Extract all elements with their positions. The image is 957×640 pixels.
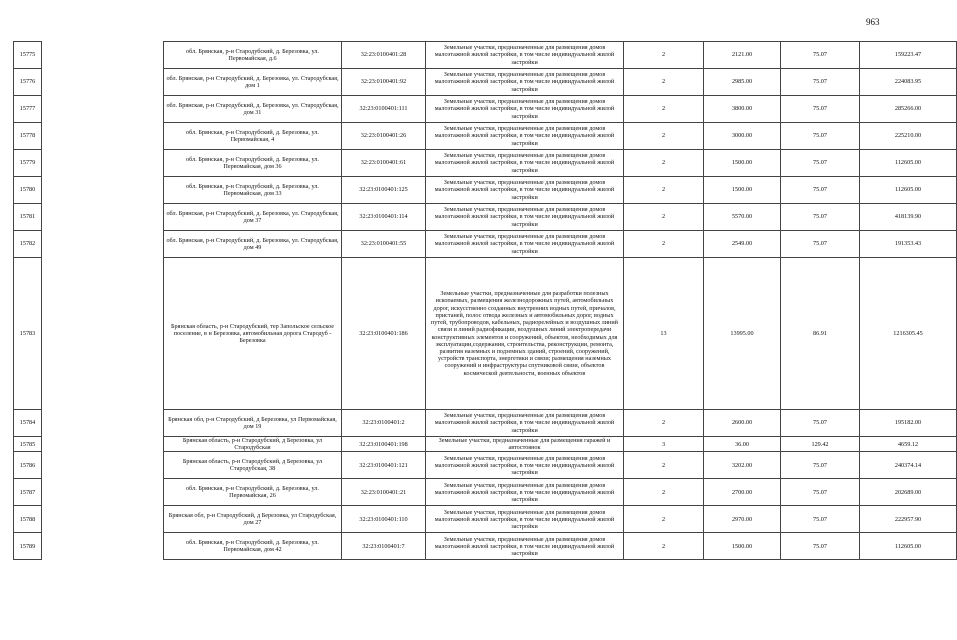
use-category-cell: 2 [624,452,704,479]
address-cell: обл. Брянская, р-н Стародубский, д. Березовка, ул. Первомайская, дом 36 [164,150,342,177]
specific-value-cell: 75.07 [781,533,860,560]
cadastral-number-cell: 32:23:0100401:28 [342,42,426,69]
row-number-cell: 15786 [14,452,42,479]
land-use-cell: Земельные участки, предназначенные для размещения домов малоэтажной жилой застройки, в том числе индивидуальной жилой застройки [426,452,624,479]
row-number-cell: 15784 [14,410,42,437]
specific-value-cell: 75.07 [781,410,860,437]
blank-cell [42,231,164,258]
address-cell: обл. Брянская, р-н Стародубский, д. Березовка, ул. Стародубская, дом 49 [164,231,342,258]
address-cell: обл. Брянская, р-н Стародубский, д. Березовка, ул. Стародубская, дом 1 [164,69,342,96]
table-row [14,437,957,452]
use-category-cell: 2 [624,123,704,150]
specific-value-cell: 75.07 [781,231,860,258]
cadastral-number-cell: 32:23:0100401:186 [342,258,426,410]
cadastral-number-cell: 32:23:0100401:61 [342,150,426,177]
cadastral-value-cell: 202689.00 [860,479,957,506]
table-row [14,177,957,204]
specific-value-cell: 75.07 [781,123,860,150]
table-row [14,410,957,437]
land-use-cell: Земельные участки, предназначенные для размещения домов малоэтажной жилой застройки, в том числе индивидуальной жилой застройки [426,533,624,560]
cadastral-number-cell: 32:23:0100401:111 [342,96,426,123]
cadastral-number-cell: 32:23:0100401:114 [342,204,426,231]
cadastral-value-cell: 112605.00 [860,177,957,204]
cadastral-value-cell: 240374.14 [860,452,957,479]
address-cell: обл. Брянская, р-н Стародубский, д. Березовка, ул. Первомайская, 4 [164,123,342,150]
use-category-cell: 2 [624,96,704,123]
row-number-cell: 15777 [14,96,42,123]
blank-cell [42,258,164,410]
specific-value-cell: 75.07 [781,96,860,123]
row-number-cell: 15775 [14,42,42,69]
area-cell: 2549.00 [704,231,781,258]
address-cell: Брянская обл, р-н Стародубский, д Березовка, ул Стародубская, дом 27 [164,506,342,533]
address-cell: обл. Брянская, р-н Стародубский, д. Березовка, ул. Стародубская, дом 31 [164,96,342,123]
blank-cell [42,96,164,123]
row-number-cell: 15788 [14,506,42,533]
area-cell: 2600.00 [704,410,781,437]
address-cell: обл. Брянская, р-н Стародубский, д. Березовка, ул. Первомайская, 26 [164,479,342,506]
use-category-cell: 2 [624,231,704,258]
table-row [14,231,957,258]
cadastral-value-cell: 159223.47 [860,42,957,69]
area-cell: 1500.00 [704,150,781,177]
area-cell: 13995.00 [704,258,781,410]
blank-cell [42,452,164,479]
specific-value-cell: 75.07 [781,479,860,506]
area-cell: 36.00 [704,437,781,452]
use-category-cell: 3 [624,437,704,452]
table-row [14,533,957,560]
area-cell: 2121.00 [704,42,781,69]
use-category-cell: 2 [624,42,704,69]
blank-cell [42,177,164,204]
use-category-cell: 2 [624,177,704,204]
table-row [14,204,957,231]
blank-cell [42,204,164,231]
address-cell: Брянская обл, р-н Стародубский, д Березовка, ул Первомайская, дом 19 [164,410,342,437]
cadastral-value-cell: 1216305.45 [860,258,957,410]
land-use-cell: Земельные участки, предназначенные для размещения домов малоэтажной жилой застройки, в том числе индивидуальной жилой застройки [426,410,624,437]
row-number-cell: 15785 [14,437,42,452]
cadastral-number-cell: 32:23:0100401:198 [342,437,426,452]
cadastral-value-cell: 222957.90 [860,506,957,533]
blank-cell [42,479,164,506]
land-use-cell: Земельные участки, предназначенные для размещения домов малоэтажной жилой застройки, в том числе индивидуальной жилой застройки [426,506,624,533]
land-use-cell: Земельные участки, предназначенные для размещения домов малоэтажной жилой застройки, в том числе индивидуальной жилой застройки [426,204,624,231]
cadastral-number-cell: 32:23:0100401:26 [342,123,426,150]
table-row [14,96,957,123]
blank-cell [42,69,164,96]
address-cell: Брянская область, р-н Стародубский, тер Запольское сельское поселение, в н Березовка, автомобильная дорога Стародуб - Березовка [164,258,342,410]
specific-value-cell: 75.07 [781,452,860,479]
address-cell: обл. Брянская, р-н Стародубский, д. Березовка, ул. Первомайская, д.6 [164,42,342,69]
page-number: 963 [866,17,880,27]
cadastral-value-cell: 191353.43 [860,231,957,258]
row-number-cell: 15789 [14,533,42,560]
cadastral-number-cell: 32:23:0100401:125 [342,177,426,204]
cadastral-number-cell: 32:23:0100401:110 [342,506,426,533]
land-use-cell: Земельные участки, предназначенные для размещения домов малоэтажной жилой застройки, в том числе индивидуальной жилой застройки [426,42,624,69]
area-cell: 3800.00 [704,96,781,123]
row-number-cell: 15780 [14,177,42,204]
area-cell: 3000.00 [704,123,781,150]
use-category-cell: 2 [624,69,704,96]
land-use-cell: Земельные участки, предназначенные для размещения домов малоэтажной жилой застройки, в том числе индивидуальной жилой застройки [426,123,624,150]
area-cell: 2700.00 [704,479,781,506]
use-category-cell: 2 [624,506,704,533]
cadastral-value-cell: 225210.00 [860,123,957,150]
table-row [14,258,957,410]
land-use-cell: Земельные участки, предназначенные для размещения домов малоэтажной жилой застройки, в том числе индивидуальной жилой застройки [426,96,624,123]
address-cell: Брянская область, р-н Стародубский, д Березовка, ул Стародубская, 38 [164,452,342,479]
specific-value-cell: 75.07 [781,69,860,96]
cadastral-value-cell: 418139.90 [860,204,957,231]
row-number-cell: 15781 [14,204,42,231]
specific-value-cell: 75.07 [781,506,860,533]
address-cell: обл. Брянская, р-н Стародубский, д. Березовка, ул. Стародубская, дом 37 [164,204,342,231]
table-row [14,42,957,69]
cadastral-number-cell: 32:23:0100401:21 [342,479,426,506]
land-use-cell: Земельные участки, предназначенные для размещения домов малоэтажной жилой застройки, в том числе индивидуальной жилой застройки [426,69,624,96]
land-use-cell: Земельные участки, предназначенные для разработки полезных ископаемых, размещения железнодорожных путей, автомобильных дорог, искусственно созданных внутренних водных путей, причалов, пристаней, полос отвода железных и автомобильных дорог, водных путей, трубопроводов, кабельных, радиорелейных и воздушных линий связи и линий радиофикации, воздушных линий электропередачи конструктивных элементов и сооружений, объектов, необходимых для эксплуатации,содержания, строительства, реконструкции, ремонта, развития наземных и подземных зданий, строений, сооружений, устройств транспорта, энергетики и связи; размещения наземных сооружений и инфраструктуры спутниковой связи, объектов космической деятельности, военных объектов [426,258,624,410]
area-cell: 1500.00 [704,533,781,560]
specific-value-cell: 86.91 [781,258,860,410]
specific-value-cell: 75.07 [781,177,860,204]
cadastral-value-cell: 112605.00 [860,150,957,177]
use-category-cell: 13 [624,258,704,410]
table-row [14,69,957,96]
table-body [14,42,957,560]
row-number-cell: 15779 [14,150,42,177]
table-row [14,479,957,506]
blank-cell [42,437,164,452]
land-use-cell: Земельные участки, предназначенные для размещения домов малоэтажной жилой застройки, в том числе индивидуальной жилой застройки [426,150,624,177]
blank-cell [42,123,164,150]
cadastral-value-cell: 195182.00 [860,410,957,437]
row-number-cell: 15776 [14,69,42,96]
specific-value-cell: 75.07 [781,204,860,231]
table-row [14,506,957,533]
row-number-cell: 15787 [14,479,42,506]
use-category-cell: 2 [624,479,704,506]
cadastral-number-cell: 32:23:0100401:121 [342,452,426,479]
specific-value-cell: 75.07 [781,42,860,69]
row-number-cell: 15783 [14,258,42,410]
area-cell: 2970.00 [704,506,781,533]
cadastral-number-cell: 32:23:0100401:7 [342,533,426,560]
row-number-cell: 15782 [14,231,42,258]
cadastral-value-cell: 224083.95 [860,69,957,96]
use-category-cell: 2 [624,533,704,560]
land-use-cell: Земельные участки, предназначенные для размещения домов малоэтажной жилой застройки, в том числе индивидуальной жилой застройки [426,231,624,258]
address-cell: Брянская область, р-н Стародубский, д Березовка, ул Стародубская [164,437,342,452]
cadastral-number-cell: 32:23:0100401:55 [342,231,426,258]
blank-cell [42,533,164,560]
cadastral-number-cell: 32:23:0100401:2 [342,410,426,437]
blank-cell [42,150,164,177]
address-cell: обл. Брянская, р-н Стародубский, д. Березовка, ул. Первомайская, дом 33 [164,177,342,204]
area-cell: 2985.00 [704,69,781,96]
blank-cell [42,410,164,437]
table-row [14,150,957,177]
use-category-cell: 2 [624,204,704,231]
table-row [14,452,957,479]
area-cell: 1500.00 [704,177,781,204]
address-cell: обл. Брянская, р-н Стародубский, д. Березовка, ул. Первомайская, дом 42 [164,533,342,560]
blank-cell [42,506,164,533]
area-cell: 5570.00 [704,204,781,231]
table-row [14,123,957,150]
cadastral-value-cell: 4659.12 [860,437,957,452]
use-category-cell: 2 [624,410,704,437]
land-use-cell: Земельные участки, предназначенные для размещения домов малоэтажной жилой застройки, в том числе индивидуальной жилой застройки [426,479,624,506]
use-category-cell: 2 [624,150,704,177]
cadastral-value-cell: 285266.00 [860,96,957,123]
area-cell: 3202.00 [704,452,781,479]
blank-cell [42,42,164,69]
cadastral-number-cell: 32:23:0100401:92 [342,69,426,96]
land-use-cell: Земельные участки, предназначенные для размещения гаражей и автостоянок [426,437,624,452]
cadastral-value-table [13,41,957,560]
cadastral-value-cell: 112605.00 [860,533,957,560]
land-use-cell: Земельные участки, предназначенные для размещения домов малоэтажной жилой застройки, в том числе индивидуальной жилой застройки [426,177,624,204]
row-number-cell: 15778 [14,123,42,150]
specific-value-cell: 75.07 [781,150,860,177]
specific-value-cell: 129.42 [781,437,860,452]
